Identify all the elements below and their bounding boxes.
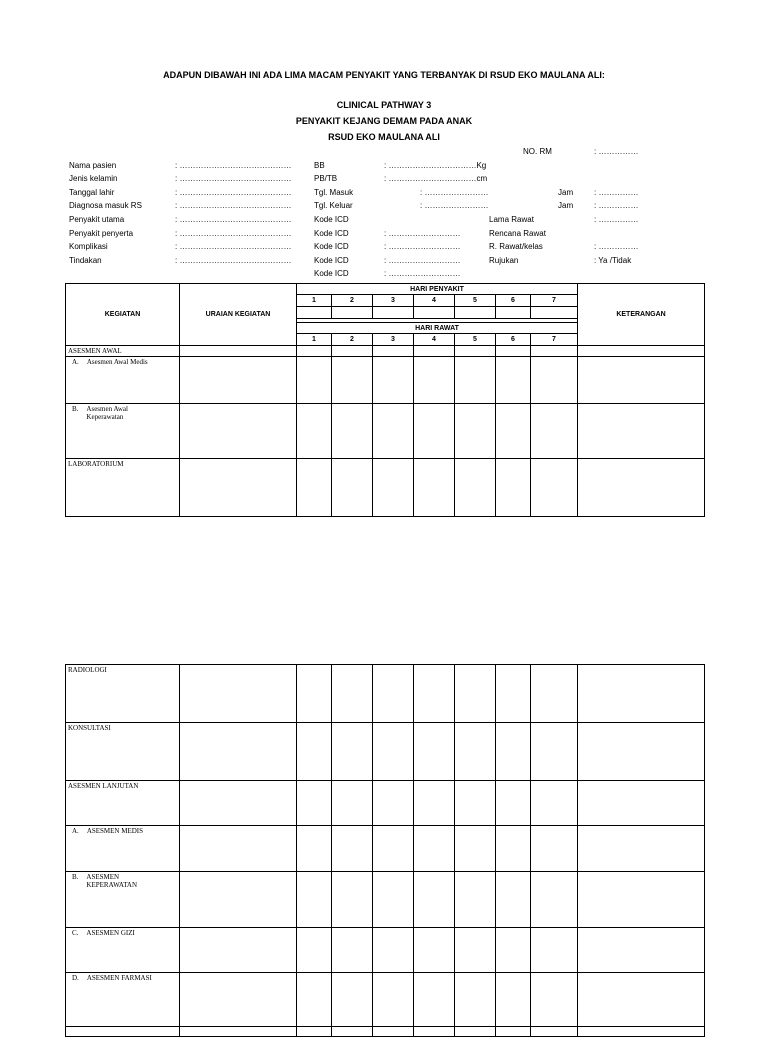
field-kode-icd-5-value[interactable]: : ……………………… [384,269,461,278]
field-rujukan-label: Rujukan [489,256,519,265]
day-penyakit-4: 4 [414,295,455,307]
row-asesmen-gizi: C. ASESMEN GIZI [66,928,180,973]
field-penyakit-utama-value[interactable]: : …………………………………… [175,215,292,224]
day-rawat-7: 7 [531,334,578,346]
day-rawat-6: 6 [496,334,531,346]
field-tgl-masuk-value[interactable]: : …………………… [420,188,489,197]
no-rm-value[interactable]: : …………… [594,147,639,156]
day-penyakit-1: 1 [297,295,332,307]
field-rawat-kelas-value[interactable]: : …………… [594,242,639,251]
header-kegiatan: KEGIATAN [66,284,180,346]
day-rawat-1: 1 [297,334,332,346]
field-kode-icd-4-label: Kode ICD [314,256,349,265]
header-hari-rawat: HARI RAWAT [297,323,578,334]
field-penyakit-utama-label: Penyakit utama [69,215,125,224]
row-asesmen-farmasi: D. ASESMEN FARMASI [66,973,180,1027]
title-disease: PENYAKIT KEJANG DEMAM PADA ANAK [295,116,473,126]
header-uraian-kegiatan: URAIAN KEGIATAN [180,284,297,346]
row-asesmen-medis: A. ASESMEN MEDIS [66,826,180,872]
field-bb-value[interactable]: : ……………………………Kg [384,161,487,170]
field-kode-icd-1-label: Kode ICD [314,215,349,224]
field-lama-rawat-label: Lama Rawat [489,215,534,224]
field-bb-label: BB [314,161,325,170]
field-tindakan-label: Tindakan [69,256,102,265]
row-asesmen-awal-medis: A. Asesmen Awal Medis [66,357,180,404]
field-jam-keluar-value[interactable]: : …………… [594,201,639,210]
row-laboratorium: LABORATORIUM [66,459,180,517]
day-rawat-4: 4 [414,334,455,346]
day-rawat-2: 2 [332,334,373,346]
field-lama-rawat-value[interactable]: : …………… [594,215,639,224]
field-penyakit-penyerta-value[interactable]: : …………………………………… [175,229,292,238]
field-pbtb-value[interactable]: : ……………………………cm [384,174,488,183]
day-rawat-3: 3 [373,334,414,346]
field-penyakit-penyerta-label: Penyakit penyerta [69,229,134,238]
field-tgl-keluar-value[interactable]: : …………………… [420,201,489,210]
field-tgl-masuk-label: Tgl. Masuk [314,188,354,197]
field-tgl-keluar-label: Tgl. Keluar [314,201,353,210]
field-jam-keluar-label: Jam [558,201,574,210]
row-radiologi: RADIOLOGI [66,665,180,723]
row-konsultasi: KONSULTASI [66,723,180,781]
field-rawat-kelas-label: R. Rawat/kelas [489,242,543,251]
day-rawat-5: 5 [455,334,496,346]
field-kode-icd-5-label: Kode ICD [314,269,349,278]
field-tindakan-value[interactable]: : …………………………………… [175,256,292,265]
field-jam-masuk-label: Jam [558,188,574,197]
field-tanggal-lahir-value[interactable]: : …………………………………… [175,188,292,197]
day-penyakit-7: 7 [531,295,578,307]
pathway-table-1 [65,283,705,517]
title-hospital: RSUD EKO MAULANA ALI [328,132,440,142]
field-rujukan-value[interactable]: : Ya /Tidak [594,256,632,265]
day-penyakit-3: 3 [373,295,414,307]
field-nama-pasien-label: Nama pasien [69,161,117,170]
row-asesmen-awal: ASESMEN AWAL [66,346,180,357]
header-hari-penyakit: HARI PENYAKIT [297,284,578,295]
field-diagnosa-label: Diagnosa masuk RS [69,201,142,210]
field-jam-masuk-value[interactable]: : …………… [594,188,639,197]
row-asesmen-lanjutan: ASESMEN LANJUTAN [66,781,180,826]
field-kode-icd-2-value[interactable]: : ……………………… [384,229,461,238]
header-keterangan: KETERANGAN [578,284,705,346]
row-asesmen-keperawatan: B. ASESMEN KEPERAWATAN [66,872,180,928]
field-komplikasi-value[interactable]: : …………………………………… [175,242,292,251]
no-rm-label: NO. RM [523,147,552,156]
pathway-table-2 [65,664,705,1037]
day-penyakit-2: 2 [332,295,373,307]
row-asesmen-awal-keperawatan: B. Asesmen Awal Keperawatan [66,404,180,459]
day-penyakit-6: 6 [496,295,531,307]
field-tanggal-lahir-label: Tanggal lahir [69,188,115,197]
field-kode-icd-3-value[interactable]: : ……………………… [384,242,461,251]
field-diagnosa-value[interactable]: : …………………………………… [175,201,292,210]
field-nama-pasien-value[interactable]: : …………………………………… [175,161,292,170]
field-kode-icd-4-value[interactable]: : ……………………… [384,256,461,265]
field-pbtb-label: PB/TB [314,174,338,183]
day-penyakit-5: 5 [455,295,496,307]
field-jenis-kelamin-value[interactable]: : …………………………………… [175,174,292,183]
field-jenis-kelamin-label: Jenis kelamin [69,174,118,183]
field-rencana-rawat-label: Rencana Rawat [489,229,546,238]
intro-heading: ADAPUN DIBAWAH INI ADA LIMA MACAM PENYAKIT YANG TERBANYAK DI RSUD EKO MAULANA ALI: [163,70,605,80]
title-clinical-pathway: CLINICAL PATHWAY 3 [336,100,432,110]
field-komplikasi-label: Komplikasi [69,242,108,251]
field-kode-icd-3-label: Kode ICD [314,242,349,251]
field-kode-icd-2-label: Kode ICD [314,229,349,238]
